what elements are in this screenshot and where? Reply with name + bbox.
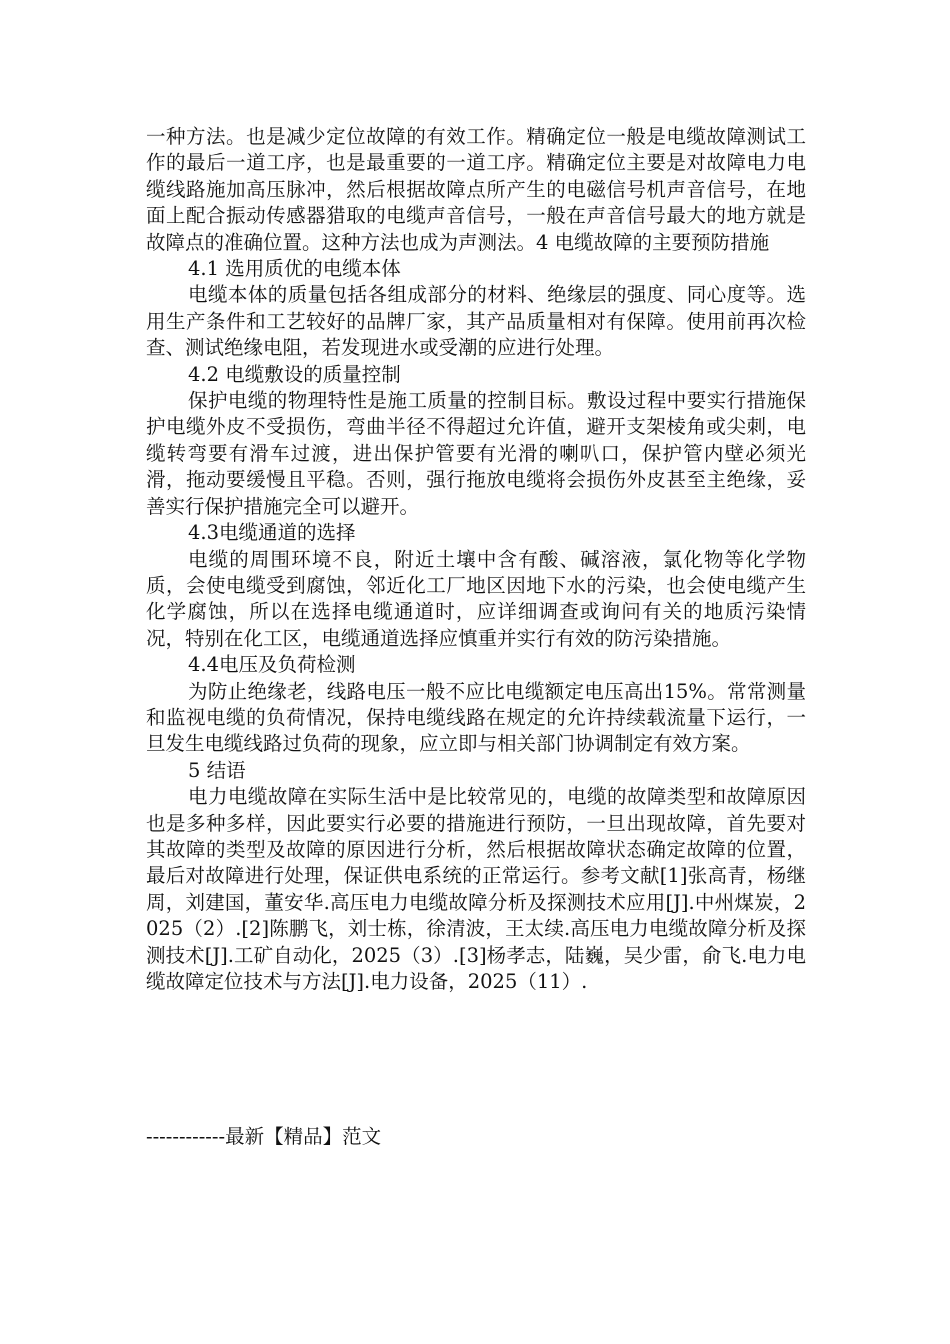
section-body-4-3: 电缆的周围环境不良，附近土壤中含有酸、碱溶液，氯化物等化学物质，会使电缆受到腐蚀，邻近化工厂地区因地下水的污染，也会使电缆产生化学腐蚀，所以在选择电缆通道时，应详细调查或询问有关的地质污染情况，特别在化工区，电缆通道选择应慎重并实行有效的防污染措施。: [146, 547, 806, 650]
section-heading-4-2: 4.2 电缆敷设的质量控制: [188, 362, 401, 386]
section-heading-4-4: 4.4电压及负荷检测: [188, 653, 356, 677]
footer-label: ------------最新【精品】范文: [146, 1125, 382, 1148]
section-body-4-4: 为防止绝缘老，线路电压一般不应比电缆额定电压高出15%。常常测量和监视电缆的负荷情况，保持电缆线路在规定的允许持续载流量下运行，一旦发生电缆线路过负荷的现象，应立即与相关部门协调制定有效方案。: [146, 679, 806, 756]
section-body-4-1: 电缆本体的质量包括各组成部分的材料、绝缘层的强度、同心度等。选用生产条件和工艺较好的品牌厂家，其产品质量相对有保障。使用前再次检查、测试绝缘电阻，若发现进水或受潮的应进行处理。: [146, 283, 806, 360]
section-body-4-2: 保护电缆的物理特性是施工质量的控制目标。敷设过程中要实行措施保护电缆外皮不受损伤，弯曲半径不得超过允许值，避开支架棱角或尖刺，电缆转弯要有滑车过渡，进出保护管要有光滑的喇叭口，保护管内壁必须光滑，拖动要缓慢且平稳。否则，强行拖放电缆将会损伤外皮甚至主绝缘，妥善实行保护措施完全可以避开。: [146, 389, 806, 518]
section-heading-5: 5 结语: [188, 758, 246, 782]
intro-paragraph: 一种方法。也是减少定位故障的有效工作。精确定位一般是电缆故障测试工作的最后一道工序，也是最重要的一道工序。精确定位主要是对故障电力电缆线路施加高压脉冲，然后根据故障点所产生的电磁信号机声音信号，在地面上配合振动传感器猎取的电缆声音信号，一般在声音信号最大的地方就是故障点的准确位置。这种方法也成为声测法。4 电缆故障的主要预防措施: [146, 125, 806, 254]
section-body-5: 电力电缆故障在实际生活中是比较常见的，电缆的故障类型和故障原因也是多种多样，因此要实行必要的措施进行预防，一旦出现故障，首先要对其故障的类型及故障的原因进行分析，然后根据故障状态确定故障的位置，最后对故障进行处理，保证供电系统的正常运行。参考文献[1]张高青，杨继周，刘建国，董安华.高压电力电缆故障分析及探测技术应用[J].中州煤炭，2025（2）.[2]陈鹏飞，刘士栋，徐清波，王太续.高压电力电缆故障分析及探测技术[J].工矿自动化，2025（3）.[3]杨孝志，陆巍，吴少雷，俞飞.电力电缆故障定位技术与方法[J].电力设备，2025（11）.: [146, 785, 806, 993]
section-heading-4-3: 4.3电缆通道的选择: [188, 521, 356, 545]
document-body: [146, 124, 806, 995]
section-heading-4-1: 4.1 选用质优的电缆本体: [188, 257, 401, 281]
